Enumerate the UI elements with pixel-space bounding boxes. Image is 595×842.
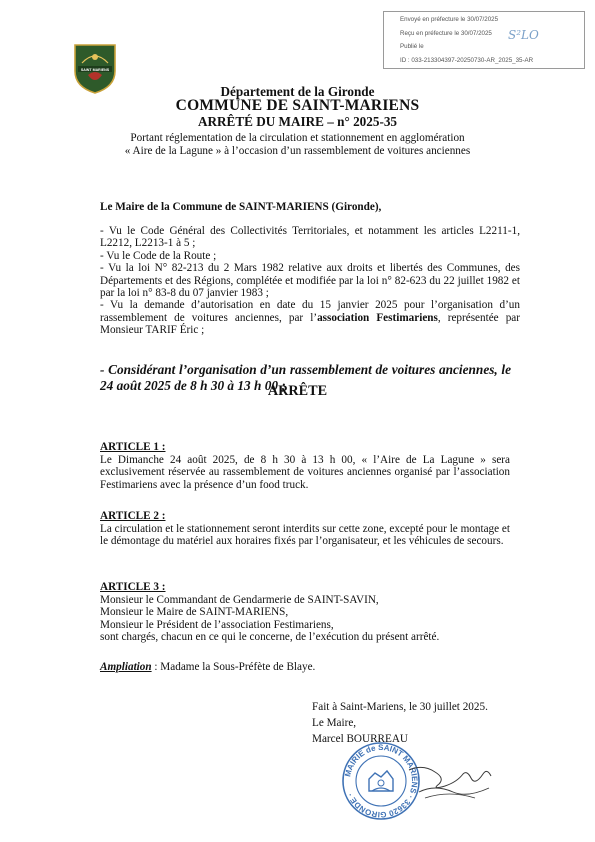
visa-list [100,225,520,337]
prefecture-stamp-box [383,11,585,69]
article-line: Monsieur le Commandant de Gendarmerie de SAINT-SAVIN, [100,593,379,606]
signature-block [312,699,488,747]
svg-text:MAIRIE de SAINT MARIENS · 3362: MAIRIE de SAINT MARIENS · 33620 GIRONDE · [343,742,420,820]
article-title: ARTICLE 1 : [100,441,166,453]
signatory-name: Marcel BOURREAU [312,733,409,745]
article-line: Monsieur le Président de l’association Festimariens, [100,618,334,631]
article-line: Monsieur le Maire de SAINT-MARIENS, [100,606,289,618]
ampliation [100,661,510,674]
article-text: La circulation et le stationnement seront interdits sur cette zone, excepté pour le montage et le démontage du matériel aux horaires fixés par l’organisateur, et les véhicules de secours. [100,522,510,547]
mayor-intro: Le Maire de la Commune de SAINT-MARIENS (Gironde), [100,201,382,213]
considerant-paragraph: - Considérant l’organisation d’un rassemblement de voitures anciennes, le 24 août 2025 de 8 h 30 à 13 h 00 ; [100,362,511,393]
handwritten-signature-icon [405,762,495,802]
visa-item: - Vu le Code de la Route ; [100,249,217,262]
stamp-id: ID : 033-213304397-20250730-AR_2025_35-AR [400,57,534,64]
visa-text: - Vu la demande d’autorisation en date du 15 janvier 2025 pour l’organisation d’un rassemblement de voitures anciennes, par l’ [100,299,520,324]
place-date: Fait à Saint-Mariens, le 30 juillet 2025. [312,701,488,713]
ampliation-label: Ampliation [100,661,152,673]
article-title: ARTICLE 2 : [100,510,166,522]
article-3 [100,581,510,644]
article-title: ARTICLE 3 : [100,581,166,593]
article-2 [100,510,510,548]
stamp-sent-date: Envoyé en préfecture le 30/07/2025 [400,16,499,23]
visa-item [100,299,520,336]
arrete-subtitle-line2: « Aire de la Lagune » à l’occasion d’un rassemblement de voitures anciennes [124,145,471,157]
stamp-received-date: Reçu en préfecture le 30/07/2025 [400,30,492,37]
arrete-subtitle-line1: Portant réglementation de la circulation et stationnement en agglomération [130,132,465,144]
visa-text: , représentée par Monsieur TARIF Éric ; [100,311,520,337]
commune-heading: COMMUNE DE SAINT-MARIENS [175,97,420,114]
signatory-role: Le Maire, [312,717,357,729]
stamp-published: Publié le [400,43,424,50]
visa-item: - Vu la loi N° 82-213 du 2 Mars 1982 relative aux droits et libertés des Communes, des Départements et des Régions, complétée et modifiée par la loi n° 82-623 du 22 juillet 1982 et par la loi n° 83-8 du 07 janvier 1983 ; [100,262,520,300]
s2lo-mark: S²LO [508,28,539,42]
svg-text:SAINT MARIENS: SAINT MARIENS [80,67,110,72]
article-text: Le Dimanche 24 août 2025, de 8 h 30 à 13 h 00, « l’Aire de La Lagune » sera exclusivement réservée au rassemblement de voitures anciennes organisé par l’association Festimariens avec la présence d’un food truck. [100,453,510,491]
article-line: sont chargés, chacun en ce qui le concerne, de l’exécution du présent arrêté. [100,631,440,643]
ampliation-text: : Madame la Sous-Préfète de Blaye. [151,661,316,673]
association-name: association Festimariens [317,311,438,324]
visa-item: - Vu le Code Général des Collectivités Territoriales, et notamment les articles L2211-1, L2212, L2213-1 à 5 ; [100,225,520,250]
arrete-heading: ARRÊTE [267,383,328,399]
article-1 [100,441,510,491]
department-heading: Département de la Gironde [220,84,375,99]
arrete-title: ARRÊTÉ DU MAIRE – n° 2025-35 [197,114,398,129]
